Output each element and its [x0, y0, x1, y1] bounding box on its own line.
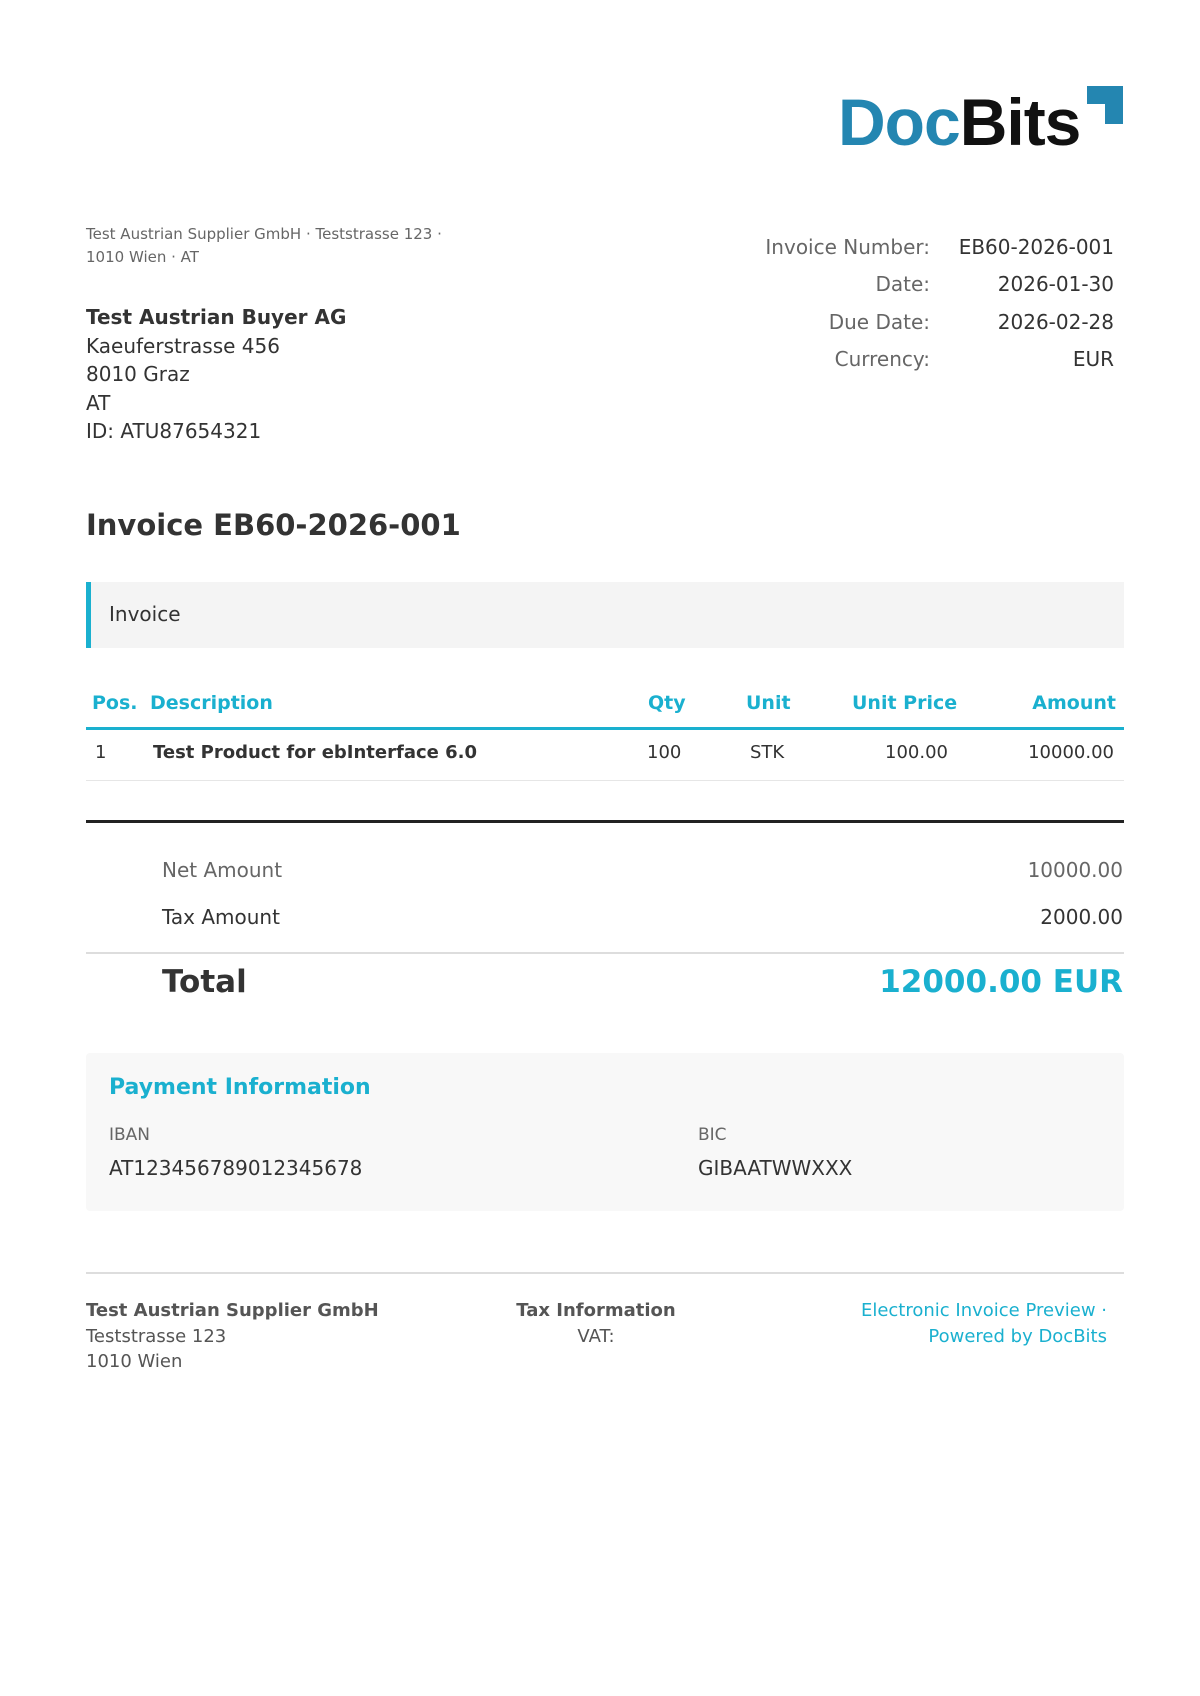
footer-company-name: Test Austrian Supplier GmbH: [86, 1300, 379, 1321]
footer-company-block: [86, 1298, 379, 1375]
totals-divider: [86, 952, 1124, 954]
recipient-address: [86, 303, 346, 446]
total-label: Total: [162, 964, 247, 1000]
tax-amount-label: Tax Amount: [162, 905, 280, 929]
meta-label: Due Date:: [828, 309, 930, 334]
footer-tax-title: Tax Information: [516, 1300, 676, 1321]
meta-value: EB60-2026-001: [958, 234, 1114, 259]
logo-text-doc: Doc: [838, 85, 960, 159]
bic-label: BIC: [698, 1125, 727, 1145]
table-header: [86, 682, 1124, 730]
net-amount-value: 10000.00: [1027, 858, 1123, 882]
net-amount-label: Net Amount: [162, 858, 283, 882]
header-description: Description: [150, 692, 273, 714]
meta-row-date: [700, 266, 1120, 304]
recipient-street: Kaeuferstrasse 456: [86, 333, 280, 358]
footer-preview-line-2: Powered by DocBits: [928, 1325, 1107, 1347]
meta-row-currency: [700, 341, 1120, 379]
meta-label: Currency:: [834, 347, 930, 372]
cell-unit-price: 100.00: [885, 742, 948, 763]
logo-mark-icon: [1085, 86, 1123, 124]
recipient-country: AT: [86, 390, 111, 415]
tax-amount-value: 2000.00: [1040, 905, 1123, 929]
footer-city: 1010 Wien: [86, 1351, 183, 1372]
meta-row-due-date: [700, 303, 1120, 341]
header-pos: Pos.: [92, 692, 138, 714]
logo-wordmark: [838, 82, 1080, 162]
table-separator: [86, 820, 1124, 823]
meta-row-invoice-number: [700, 228, 1120, 266]
meta-value: 2026-02-28: [997, 309, 1114, 334]
footer-tax-block: [515, 1298, 677, 1349]
cell-qty: 100: [647, 742, 682, 763]
cell-description: Test Product for ebInterface 6.0: [153, 742, 477, 763]
sender-line-1: Test Austrian Supplier GmbH · Teststrasse 123 ·: [86, 225, 442, 243]
sender-line-2: 1010 Wien · AT: [86, 248, 199, 266]
payment-info-title: Payment Information: [109, 1075, 371, 1100]
line-items-table: [86, 682, 1124, 781]
total-value: 12000.00 EUR: [879, 964, 1123, 1000]
footer-vat: VAT:: [577, 1325, 615, 1347]
iban-value: AT123456789012345678: [109, 1156, 363, 1180]
document-type-label: Invoice: [109, 602, 181, 626]
cell-pos: 1: [95, 742, 107, 763]
recipient-name: Test Austrian Buyer AG: [86, 305, 347, 329]
cell-unit: STK: [750, 742, 785, 763]
invoice-title: Invoice EB60-2026-001: [86, 508, 461, 542]
header-amount: Amount: [1032, 692, 1116, 714]
table-row: [86, 730, 1124, 781]
payment-info-box: [86, 1053, 1124, 1211]
footer-street: Teststrasse 123: [86, 1325, 227, 1347]
header-unit-price: Unit Price: [852, 692, 958, 714]
footer-preview-note: [861, 1298, 1107, 1349]
recipient-city: 8010 Graz: [86, 362, 190, 386]
invoice-meta: [700, 228, 1120, 378]
bic-value: GIBAATWWXXX: [698, 1156, 853, 1180]
meta-label: Invoice Number:: [765, 234, 930, 259]
cell-amount: 10000.00: [1028, 742, 1114, 763]
sender-address-line: [86, 223, 506, 269]
header-qty: Qty: [648, 692, 686, 714]
document-type-box: [86, 582, 1124, 648]
recipient-id: ID: ATU87654321: [86, 419, 262, 443]
iban-label: IBAN: [109, 1125, 151, 1145]
meta-label: Date:: [875, 272, 930, 297]
meta-value: 2026-01-30: [997, 272, 1114, 297]
docbits-logo: [838, 82, 1128, 162]
logo-text-bits: Bits: [959, 85, 1081, 159]
footer-preview-line-1: Electronic Invoice Preview ·: [860, 1300, 1107, 1321]
header-unit: Unit: [746, 692, 791, 714]
meta-value: EUR: [1072, 347, 1114, 372]
footer-divider: [86, 1272, 1124, 1274]
